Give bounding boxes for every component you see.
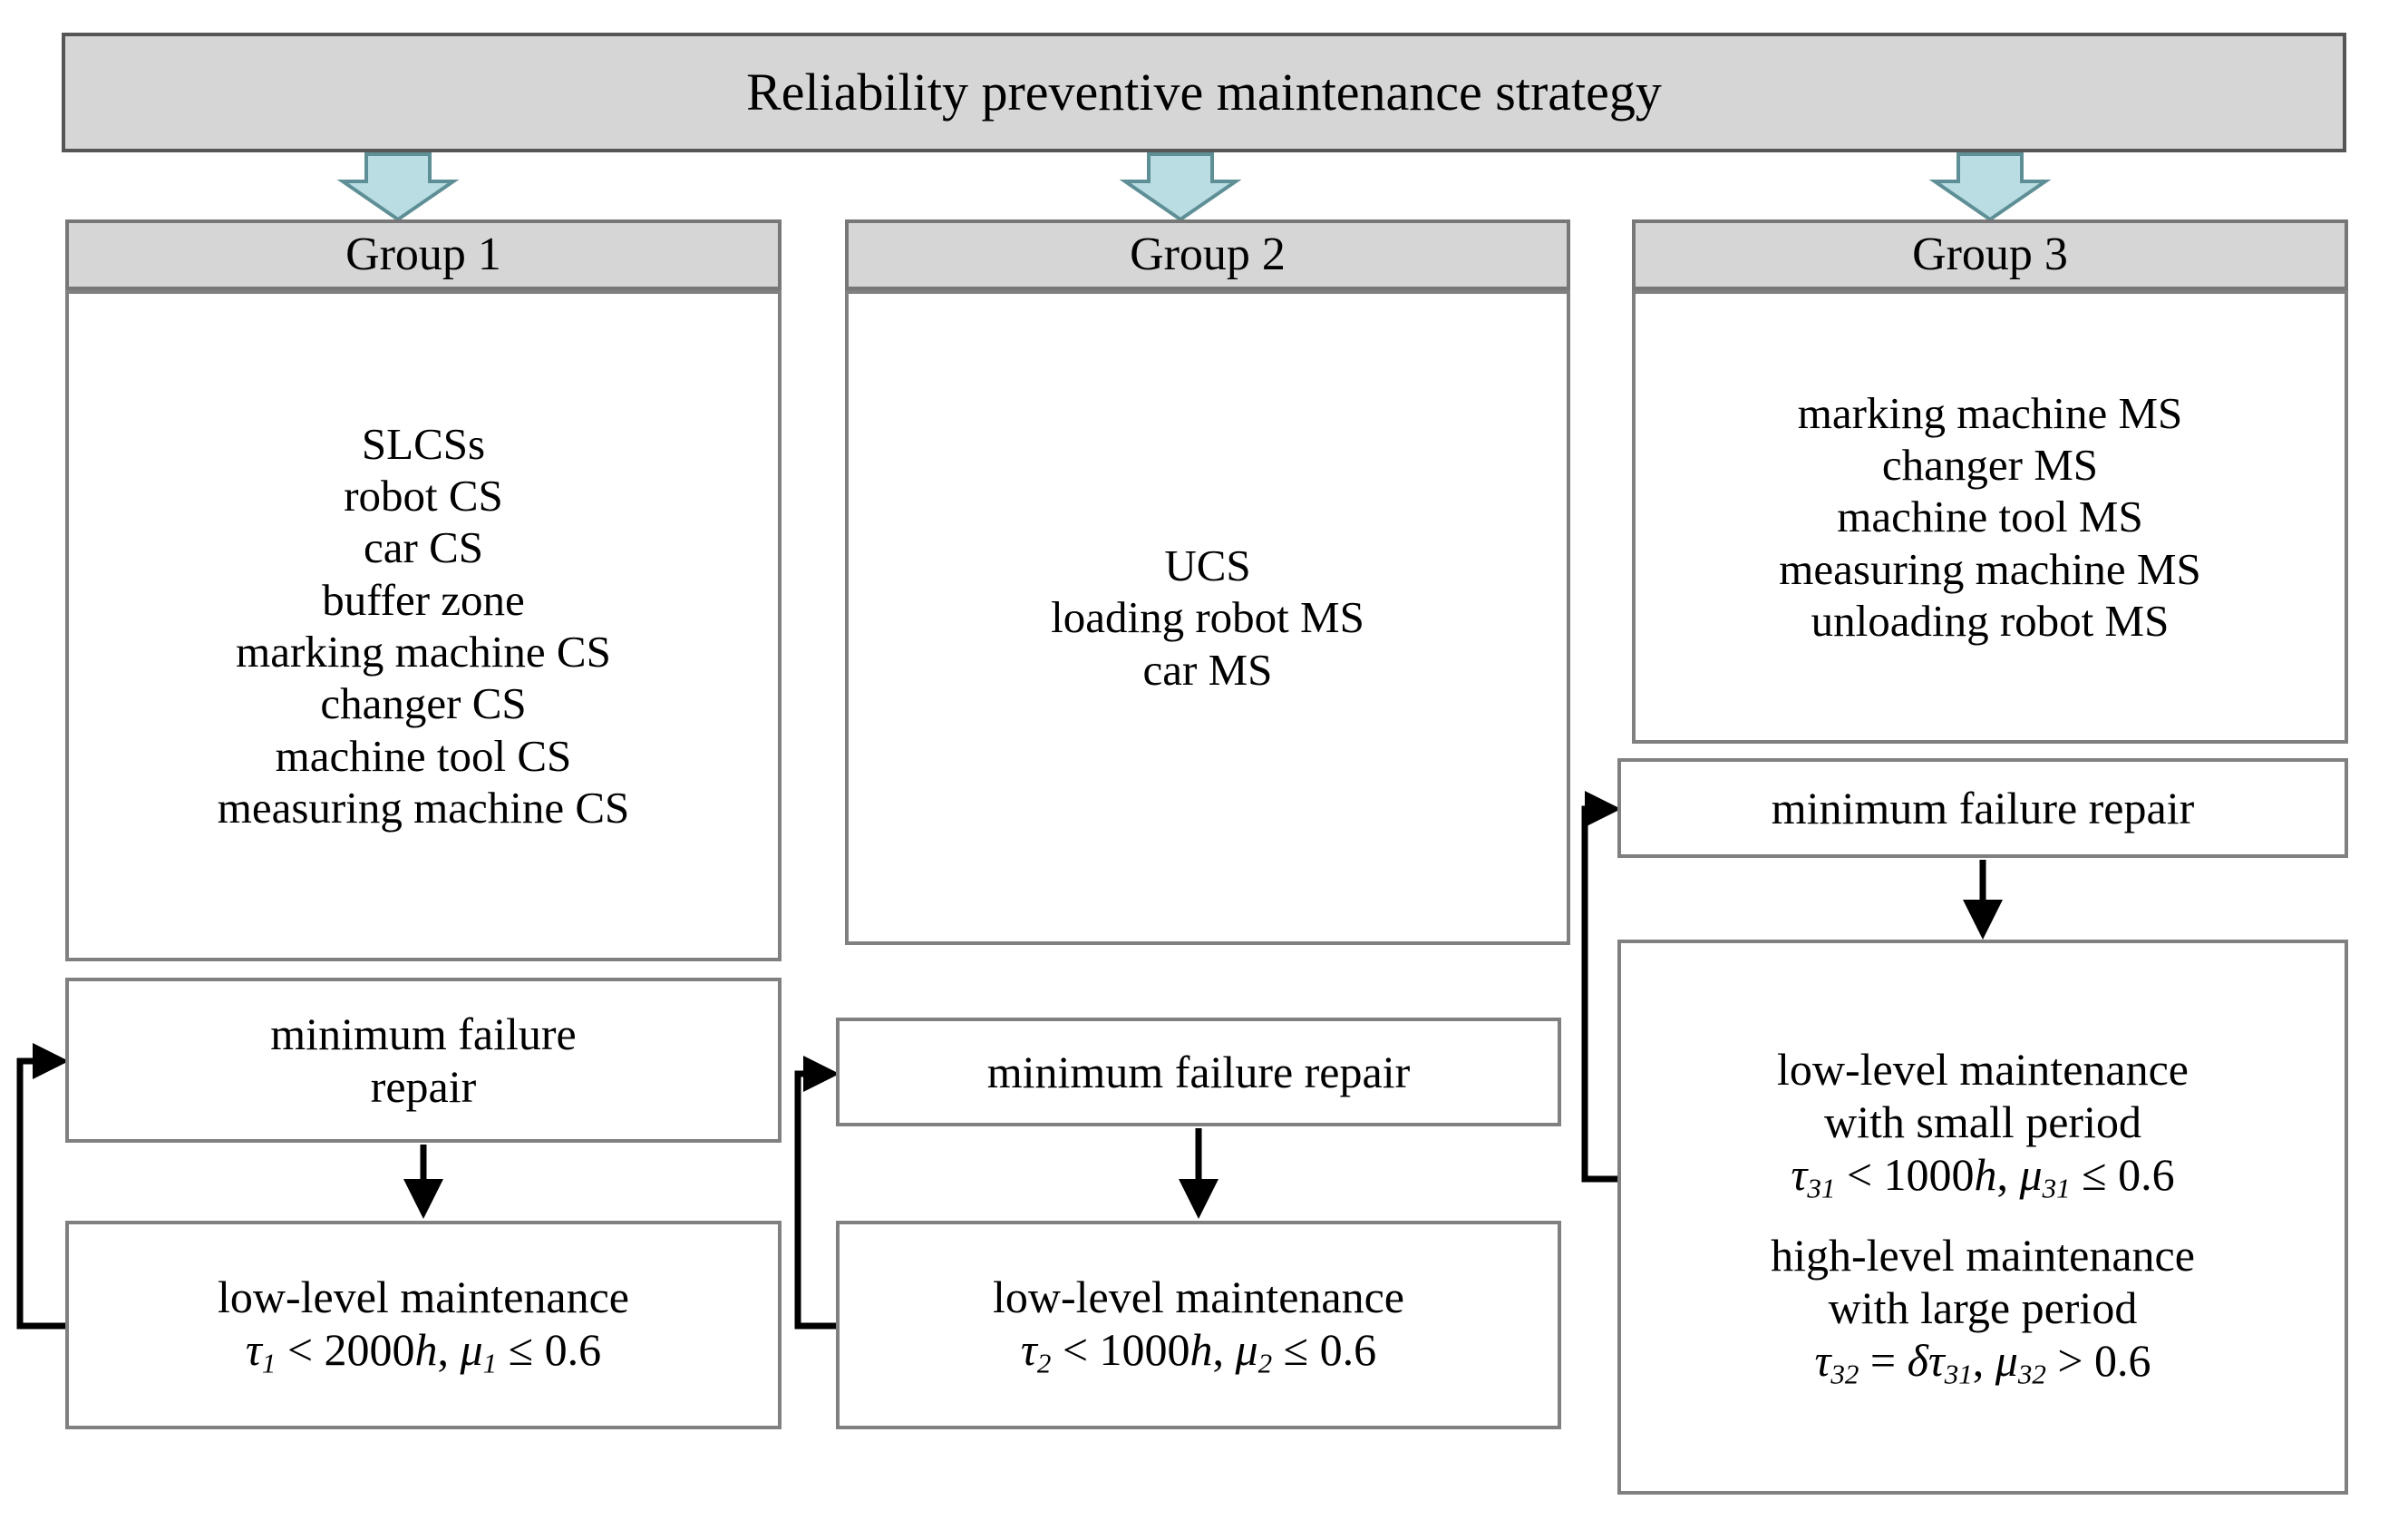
group-2-low-level-maintenance bbox=[836, 1221, 1561, 1429]
group-1-header bbox=[65, 219, 782, 290]
group-2-items bbox=[845, 290, 1570, 945]
tau-subscript: 2 bbox=[1036, 1347, 1052, 1379]
mu-relation: > 0.6 bbox=[2045, 1335, 2151, 1386]
list-item: UCS bbox=[1164, 541, 1251, 590]
high-level-maintenance-label-2: with large period bbox=[1828, 1282, 2138, 1333]
low-level-maintenance-label: low-level maintenance bbox=[218, 1271, 629, 1322]
tau-relation: < 1000 bbox=[1835, 1149, 1975, 1201]
group-3-minimum-failure-repair bbox=[1617, 758, 2348, 858]
group-1-header-label: Group 1 bbox=[345, 228, 501, 280]
group-3-header-label: Group 3 bbox=[1912, 228, 2068, 280]
mu-subscript: 32 bbox=[2017, 1358, 2046, 1390]
mu-relation: ≤ 0.6 bbox=[2070, 1149, 2175, 1201]
group-3-items bbox=[1632, 290, 2348, 744]
diagram-title bbox=[62, 33, 2346, 152]
list-item: robot CS bbox=[344, 471, 503, 521]
list-item: changer CS bbox=[320, 678, 527, 729]
low-level-maintenance-label-2: with small period bbox=[1824, 1096, 2141, 1148]
list-item: changer MS bbox=[1881, 440, 2099, 490]
list-item: SLCSs bbox=[361, 418, 486, 469]
arrow-g2-minrepair-to-lowlevel bbox=[1179, 1128, 1219, 1219]
unit-hours: h bbox=[1189, 1323, 1213, 1375]
low-level-maintenance-formula: $\tau_{31} < 1000h$, $\mu_{31} \le 0.6$ bbox=[1791, 1149, 2175, 1205]
low-level-maintenance-label: low-level maintenance bbox=[993, 1271, 1404, 1322]
high-level-maintenance-label: high-level maintenance bbox=[1771, 1230, 2195, 1281]
mu-symbol: μ bbox=[1995, 1335, 2018, 1386]
mu-symbol: μ bbox=[1235, 1323, 1258, 1375]
block-arrow-group3 bbox=[1935, 154, 2045, 219]
group-2-minimum-failure-repair bbox=[836, 1018, 1561, 1126]
list-item: machine tool MS bbox=[1837, 492, 2143, 542]
tau-symbol: τ bbox=[1814, 1335, 1831, 1386]
block-arrow-group2 bbox=[1125, 154, 1236, 219]
unit-hours: h bbox=[414, 1323, 438, 1375]
list-item: unloading robot MS bbox=[1811, 595, 2170, 646]
feedback-loop-group2 bbox=[798, 1056, 840, 1326]
tau-relation: < 1000 bbox=[1051, 1323, 1190, 1375]
group-2-header-label: Group 2 bbox=[1130, 228, 1286, 280]
list-item: machine tool CS bbox=[275, 730, 572, 781]
group-1-minimum-failure-repair bbox=[65, 978, 782, 1143]
block-arrow-group1 bbox=[343, 154, 453, 219]
arrow-g3-minrepair-to-levels bbox=[1963, 860, 2003, 940]
unit-hours: h bbox=[1974, 1149, 1997, 1201]
list-item: marking machine CS bbox=[236, 627, 611, 677]
high-level-maintenance-formula: $\tau_{32} = \delta\tau_{31}$, $\mu_{32} > 0.6$ bbox=[1814, 1335, 2151, 1390]
tau-subscript: 32 bbox=[1830, 1358, 1859, 1390]
minimum-failure-repair-label: minimum failure bbox=[270, 1008, 577, 1059]
mu-relation: ≤ 0.6 bbox=[497, 1323, 602, 1375]
list-item: measuring machine CS bbox=[217, 782, 630, 833]
low-level-maintenance-formula: $\tau_2 < 1000h$, $\mu_2 \le 0.6$ bbox=[1020, 1323, 1377, 1379]
mu-subscript: 1 bbox=[482, 1347, 498, 1379]
mu-relation: ≤ 0.6 bbox=[1272, 1323, 1377, 1375]
list-item: buffer zone bbox=[322, 574, 525, 625]
list-item: car MS bbox=[1142, 644, 1273, 695]
low-level-maintenance-formula: $\tau_1 < 2000h$, $\mu_1 \le 0.6$ bbox=[245, 1323, 602, 1379]
diagram-title-label: Reliability preventive maintenance strategy bbox=[746, 63, 1662, 122]
low-level-maintenance-label: low-level maintenance bbox=[1777, 1044, 2189, 1096]
list-item: measuring machine MS bbox=[1779, 543, 2201, 594]
group-1-low-level-maintenance bbox=[65, 1221, 782, 1429]
arrow-g1-minrepair-to-lowlevel bbox=[403, 1145, 443, 1219]
tau-symbol: τ bbox=[1791, 1149, 1808, 1201]
minimum-failure-repair-label: minimum failure repair bbox=[986, 1047, 1411, 1097]
delta-tau-subscript: 31 bbox=[1944, 1358, 1973, 1390]
group-3-header bbox=[1632, 219, 2348, 290]
mu-symbol: μ bbox=[2019, 1149, 2043, 1201]
minimum-failure-repair-label-2: repair bbox=[370, 1061, 477, 1112]
tau-subscript: 1 bbox=[261, 1347, 277, 1379]
mu-symbol: μ bbox=[460, 1323, 483, 1375]
list-item: marking machine MS bbox=[1797, 387, 2183, 438]
mu-subscript: 2 bbox=[1257, 1347, 1273, 1379]
mu-subscript: 31 bbox=[2042, 1173, 2071, 1205]
group-3-maintenance-levels bbox=[1617, 940, 2348, 1495]
tau-relation: < 2000 bbox=[276, 1323, 415, 1375]
list-item: loading robot MS bbox=[1051, 592, 1364, 643]
tau-symbol: τ bbox=[1020, 1323, 1037, 1375]
minimum-failure-repair-label: minimum failure repair bbox=[1771, 783, 2195, 833]
feedback-loop-group3 bbox=[1585, 791, 1621, 1179]
group-1-items bbox=[65, 290, 782, 961]
group-2-header bbox=[845, 219, 1570, 290]
feedback-loop-group1 bbox=[20, 1043, 69, 1326]
tau-symbol: τ bbox=[245, 1323, 262, 1375]
tau-subscript: 31 bbox=[1807, 1173, 1836, 1205]
delta-tau-symbol: δτ bbox=[1907, 1335, 1945, 1386]
equals-relation: = bbox=[1859, 1335, 1908, 1386]
list-item: car CS bbox=[364, 522, 483, 573]
